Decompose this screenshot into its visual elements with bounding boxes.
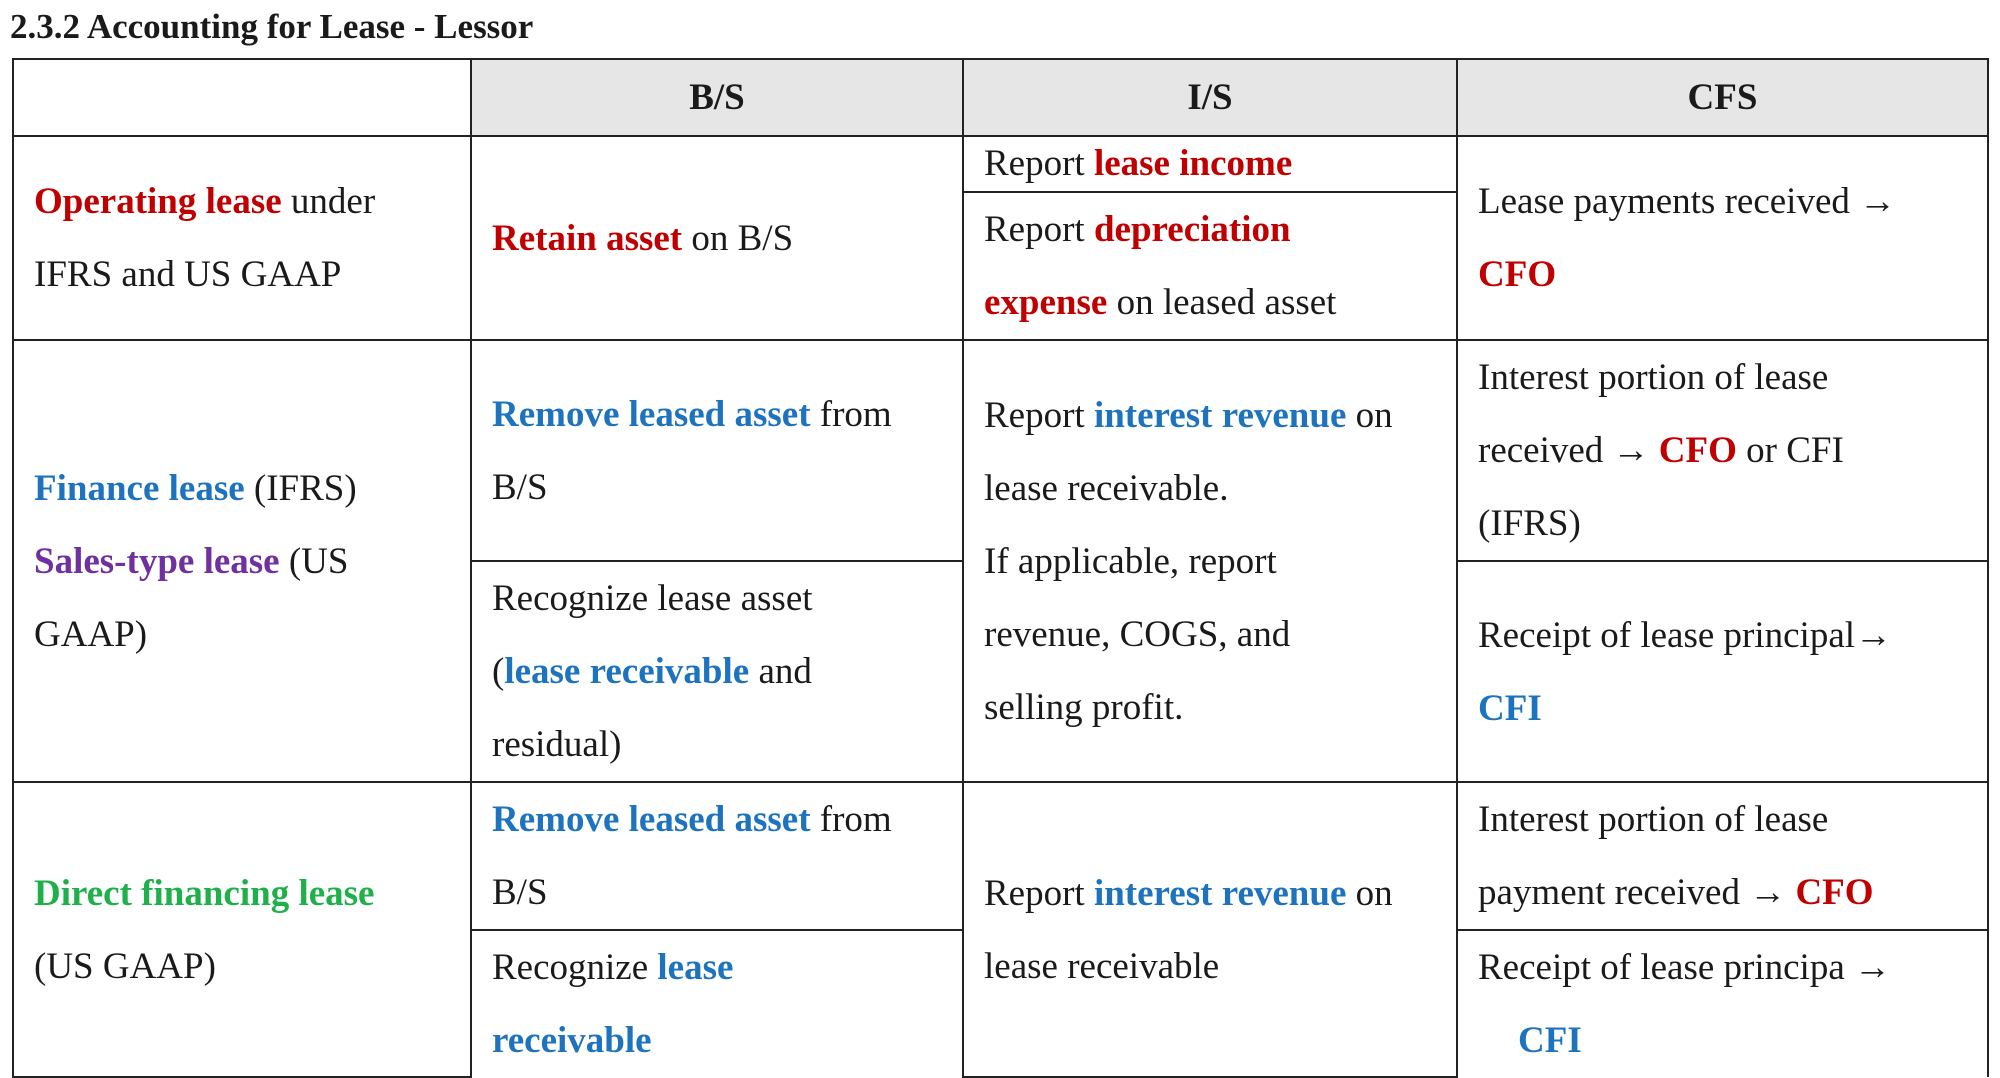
direct-remove-leased-asset-term: Remove leased asset [492,799,811,840]
header-is: I/S [963,59,1457,136]
operating-lease-label-line2: IFRS and US GAAP [34,254,342,295]
direct-bs-cell-2 [471,930,963,1077]
direct-receivable-term: receivable [492,1020,652,1061]
finance-cfs-cell-2 [1457,561,1988,782]
direct-is-cell [963,782,1457,1077]
finance-bs-cell-2 [471,561,963,782]
operating-lease-label-rest: under [281,181,376,222]
operating-is-cell-2 [963,192,1457,340]
header-bs: B/S [471,59,963,136]
operating-bs-cell [471,136,963,340]
finance-lease-term: Finance lease [34,467,245,509]
direct-bs-cell-1 [471,782,963,930]
finance-bs2-line3: residual) [492,724,622,765]
retain-asset-term: Retain asset [492,217,683,259]
finance-cfs1-rest: or CFI [1736,430,1844,471]
table-row [13,340,1988,561]
operating-is-cell-1 [963,136,1457,192]
expense-term: expense [984,282,1108,323]
finance-is-rest: on [1346,394,1393,436]
direct-lease-term: lease [657,947,734,988]
finance-bs1-line2: B/S [492,466,548,508]
header-blank-cell [13,59,471,136]
finance-is-line4: revenue, COGS, and [984,613,1291,655]
operating-is2-rest: on leased asset [1107,282,1337,323]
lease-receivable-term: lease receivable [504,651,750,692]
finance-bs2-open: ( [492,651,505,692]
operating-cfs-cfo: CFO [1478,254,1557,295]
finance-cfs-cfi: CFI [1478,687,1542,729]
direct-interest-revenue-term: interest revenue [1093,872,1347,914]
direct-label-line2: (US GAAP) [34,945,216,987]
lease-income-term: lease income [1093,143,1293,184]
direct-is-pre: Report [984,872,1094,914]
finance-is-cell [963,340,1457,782]
finance-cfs2-line1: Receipt of lease principal→ [1478,614,1893,656]
finance-cfs1-pre: received → [1478,430,1659,471]
header-cfs: CFS [1457,59,1988,136]
finance-lease-label-cell [13,340,471,782]
direct-bs2-pre: Recognize [492,947,658,988]
table-row [13,782,1988,930]
operating-cfs-line1: Lease payments received → [1478,181,1897,222]
direct-lease-label-cell [13,782,471,1077]
finance-cfs1-line3: (IFRS) [1478,503,1581,544]
direct-is-rest: on [1346,872,1393,914]
direct-cfs1-pre: payment received → [1478,872,1796,913]
finance-is-pre: Report [984,394,1094,436]
sales-type-lease-term: Sales-type lease [34,540,280,582]
table-header-row [13,59,1988,136]
lessor-lease-table [12,58,1989,1078]
direct-bs1-line2: B/S [492,872,548,913]
direct-cfs2-line1: Receipt of lease principa → [1478,947,1891,988]
finance-is-line3: If applicable, report [984,540,1277,582]
finance-is-line5: selling profit. [984,686,1184,728]
depreciation-term: depreciation [1093,209,1291,250]
finance-lease-label-rest: (IFRS) [244,467,357,509]
direct-cfs-cfo: CFO [1795,872,1874,913]
direct-cfs-cell-2 [1457,930,1988,1077]
sales-type-label-rest: (US [279,540,349,582]
finance-bs2-line1: Recognize lease asset [492,578,813,619]
direct-financing-lease-term: Direct financing lease [34,872,375,914]
direct-is-line2: lease receivable [984,945,1220,987]
page-title: 2.3.2 Accounting for Lease - Lessor [10,7,534,46]
operating-lease-term: Operating lease [34,181,282,222]
operating-is1-pre: Report [984,143,1094,184]
direct-bs1-rest: from [810,799,892,840]
finance-cfs-cell-1 [1457,340,1988,561]
direct-cfs-cell-1 [1457,782,1988,930]
interest-revenue-term: interest revenue [1093,394,1347,436]
finance-bs1-rest: from [810,393,892,435]
finance-bs-cell-1 [471,340,963,561]
sales-type-label-line2: GAAP) [34,613,148,655]
finance-cfs-cfo: CFO [1658,430,1737,471]
direct-cfs-cfi: CFI [1518,1020,1582,1061]
finance-is-line2: lease receivable. [984,467,1229,509]
operating-lease-label-cell [13,136,471,340]
finance-cfs1-line1: Interest portion of lease [1478,357,1829,398]
remove-leased-asset-term: Remove leased asset [492,393,811,435]
operating-cfs-cell [1457,136,1988,340]
table-row [13,136,1988,192]
finance-bs2-rest: and [749,651,812,692]
operating-bs-rest: on B/S [682,217,794,259]
operating-is2-pre: Report [984,209,1094,250]
direct-cfs1-line1: Interest portion of lease [1478,799,1829,840]
